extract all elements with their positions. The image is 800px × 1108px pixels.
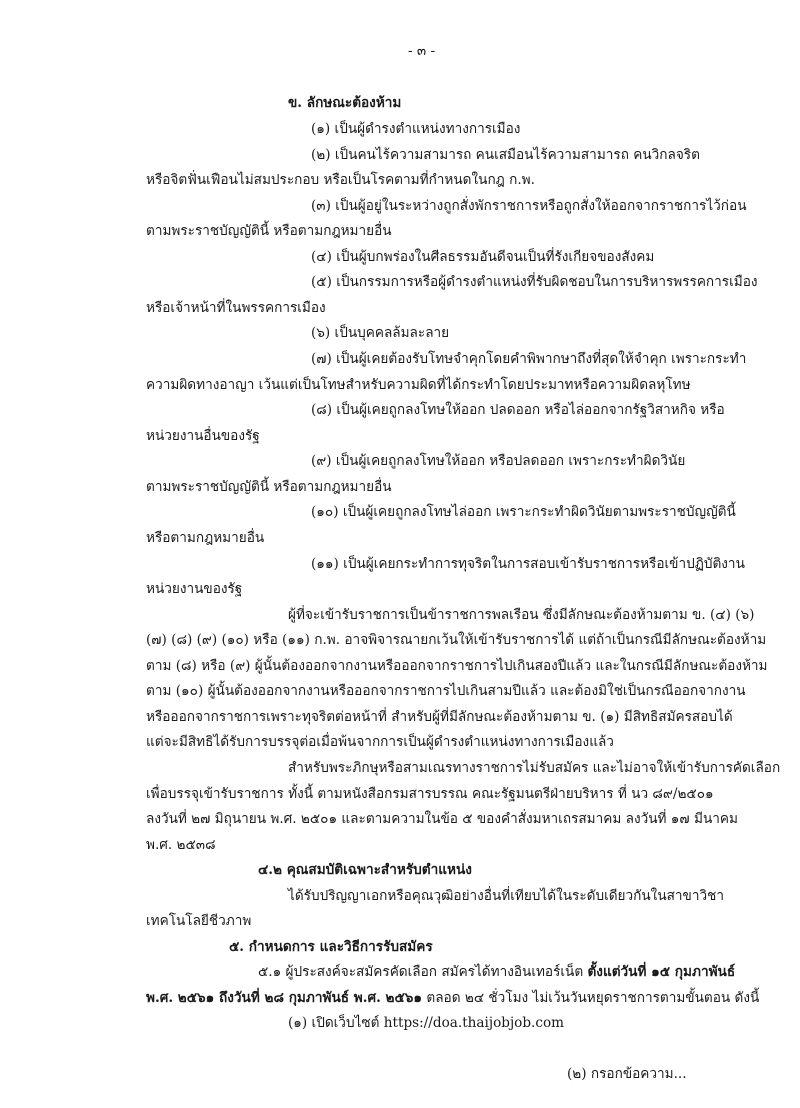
section-5-1-date-end: พ.ศ. ๒๕๖๑ ถึงวันที่ ๒๘ กุมภาพันธ์ พ.ศ. ๒๕๖๑ bbox=[146, 990, 423, 1006]
section-5-1-date-start: ตั้งแต่วันที่ ๑๕ กุมภาพันธ์ bbox=[587, 964, 736, 980]
item-2: (๒) เป็นคนไร้ความสามารถ คนเสมือนไร้ความสามารถ คนวิกลจริต bbox=[311, 147, 700, 163]
section-4-2-line: เทคโนโลยีชีวภาพ bbox=[146, 913, 252, 929]
item-9-cont: ตามพระราชบัญญัตินี้ หรือตามกฎหมายอื่น bbox=[146, 479, 392, 495]
item-5-cont: หรือเจ้าหน้าที่ในพรรคการเมือง bbox=[146, 300, 326, 316]
item-7: (๗) เป็นผู้เคยต้องรับโทษจำคุกโดยคำพิพากษาถึงที่สุดให้จำคุก เพราะกระทำ bbox=[311, 351, 747, 367]
continuation-marker: (๒) กรอกข้อความ... bbox=[567, 1066, 687, 1082]
exemption-para-line: (๗) (๘) (๙) (๑๐) หรือ (๑๑) ก.พ. อาจพิจารณายกเว้นให้เข้ารับราชการได้ แต่ถ้าเป็นกรณีมีลักษณะต้องห้าม bbox=[146, 632, 767, 648]
item-7-cont: ความผิดทางอาญา เว้นแต่เป็นโทษสำหรับความผิดที่ได้กระทำโดยประมาทหรือความผิดลหุโทษ bbox=[146, 377, 691, 393]
section-4-2-line: ได้รับปริญญาเอกหรือคุณวุฒิอย่างอื่นที่เทียบได้ในระดับเดียวกันในสาขาวิชา bbox=[288, 888, 724, 904]
monk-para-line: พ.ศ. ๒๕๓๘ bbox=[146, 837, 216, 853]
item-6: (๖) เป็นบุคคลล้มละลาย bbox=[311, 325, 450, 341]
exemption-para-line: ผู้ที่จะเข้ารับราชการเป็นข้าราชการพลเรือน ซึ่งมีลักษณะต้องห้ามตาม ข. (๔) (๖) bbox=[288, 607, 755, 623]
section-5-1-line bbox=[258, 964, 735, 980]
item-5: (๕) เป็นกรรมการหรือผู้ดำรงตำแหน่งที่รับผิดชอบในการบริหารพรรคการเมือง bbox=[311, 274, 758, 290]
section-5-1-text: ๕.๑ ผู้ประสงค์จะสมัครคัดเลือก สมัครได้ทางอินเทอร์เน็ต bbox=[258, 964, 588, 980]
section-4-2-heading: ๔.๒ คุณสมบัติเฉพาะสำหรับตำแหน่ง bbox=[258, 862, 472, 878]
item-4: (๔) เป็นผู้บกพร่องในศีลธรรมอันดีจนเป็นที่รังเกียจของสังคม bbox=[311, 249, 655, 265]
monk-para-line: สำหรับพระภิกษุหรือสามเณรทางราชการไม่รับสมัคร และไม่อาจให้เข้ารับการคัดเลือก bbox=[288, 760, 781, 776]
section-5-1-line-cont bbox=[146, 990, 759, 1006]
item-3: (๓) เป็นผู้อยู่ในระหว่างถูกสั่งพักราชการหรือถูกสั่งให้ออกจากราชการไว้ก่อน bbox=[311, 198, 747, 214]
section-5-1-text-cont: ตลอด ๒๔ ชั่วโมง ไม่เว้นวันหยุดราชการตามขั้นตอน ดังนี้ bbox=[422, 990, 760, 1006]
monk-para-line: ลงวันที่ ๒๗ มิถุนายน พ.ศ. ๒๕๐๑ และตามความในข้อ ๕ ของคำสั่งมหาเถรสมาคม ลงวันที่ ๑๗ มีนาคม bbox=[146, 811, 738, 827]
item-11: (๑๑) เป็นผู้เคยกระทำการทุจริตในการสอบเข้ารับราชการหรือเข้าปฏิบัติงาน bbox=[311, 556, 745, 572]
item-2-cont: หรือจิตฟั่นเฟือนไม่สมประกอบ หรือเป็นโรคตามที่กำหนดในกฎ ก.พ. bbox=[146, 172, 535, 188]
item-3-cont: ตามพระราชบัญญัตินี้ หรือตามกฎหมายอื่น bbox=[146, 223, 392, 239]
item-8-cont: หน่วยงานอื่นของรัฐ bbox=[146, 428, 260, 444]
item-10: (๑๐) เป็นผู้เคยถูกลงโทษไล่ออก เพราะกระทำผิดวินัยตามพระราชบัญญัตินี้ bbox=[311, 504, 736, 520]
item-11-cont: หน่วยงานของรัฐ bbox=[146, 581, 243, 597]
exemption-para-line: ตาม (๘) หรือ (๙) ผู้นั้นต้องออกจากงานหรือออกจากราชการไปเกินสองปีแล้ว และในกรณีมีลักษณะต้องห้าม bbox=[146, 658, 768, 674]
section-b-heading: ข. ลักษณะต้องห้าม bbox=[288, 95, 402, 111]
step-1-website: (๑) เปิดเว็บไซต์ https://doa.thaijobjob.com bbox=[288, 1015, 565, 1031]
exemption-para-line: หรือออกจากราชการเพราะทุจริตต่อหน้าที่ สำหรับผู้ที่มีลักษณะต้องห้ามตาม ข. (๑) มีสิทธิสมัครสอบได้ bbox=[146, 709, 733, 725]
item-8: (๘) เป็นผู้เคยถูกลงโทษให้ออก ปลดออก หรือไล่ออกจากรัฐวิสาหกิจ หรือ bbox=[311, 402, 725, 418]
item-9: (๙) เป็นผู้เคยถูกลงโทษให้ออก หรือปลดออก เพราะกระทำผิดวินัย bbox=[311, 453, 686, 469]
item-10-cont: หรือตามกฎหมายอื่น bbox=[146, 530, 265, 546]
section-5-heading: ๕. กำหนดการ และวิธีการรับสมัคร bbox=[229, 939, 433, 955]
exemption-para-line: แต่จะมีสิทธิได้รับการบรรจุต่อเมื่อพ้นจากการเป็นผู้ดำรงตำแหน่งทางการเมืองแล้ว bbox=[146, 734, 614, 750]
exemption-para-line: ตาม (๑๐) ผู้นั้นต้องออกจากงานหรือออกจากราชการไปเกินสามปีแล้ว และต้องมิใช่เป็นกรณีออกจากงาน bbox=[146, 683, 746, 699]
item-1: (๑) เป็นผู้ดำรงตำแหน่งทางการเมือง bbox=[311, 121, 521, 137]
monk-para-line: เพื่อบรรจุเข้ารับราชการ ทั้งนี้ ตามหนังสือกรมสารบรรณ คณะรัฐมนตรีฝ่ายบริหาร ที่ นว ๘๙/๒๕๐๑ bbox=[146, 786, 714, 802]
page-number: - ๓ - bbox=[408, 43, 436, 59]
